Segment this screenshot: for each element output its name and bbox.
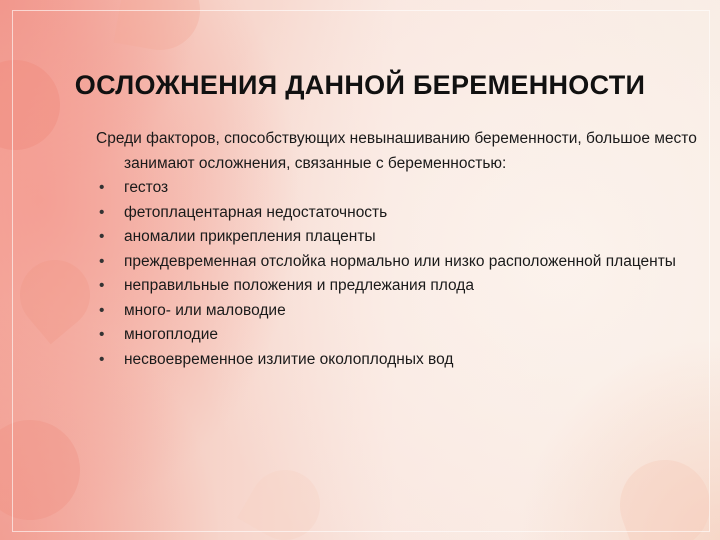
bullet-icon: • <box>99 203 105 221</box>
list-item <box>96 274 708 299</box>
bullet-icon: • <box>99 326 105 343</box>
list-item-text: преждевременная отслойка нормально или низко расположенной плаценты <box>124 252 676 270</box>
bullet-icon: • <box>99 228 105 245</box>
bullet-icon: • <box>99 277 105 294</box>
flower-decoration <box>114 0 207 56</box>
list-item <box>96 348 708 373</box>
list-item <box>96 225 708 250</box>
intro-paragraph: Среди факторов, способствующих невынашиванию беременности, большое место занимают осложнения, связанные с беременностью: <box>96 130 697 172</box>
bullet-icon: • <box>99 179 105 196</box>
list-item <box>96 201 708 226</box>
slide-title: ОСЛОЖНЕНИЯ ДАННОЙ БЕРЕМЕННОСТИ <box>74 70 646 100</box>
list-item <box>96 299 708 324</box>
list-item-text: много- или маловодие <box>124 301 286 319</box>
flower-decoration <box>0 47 73 162</box>
flower-decoration <box>6 246 105 345</box>
list-item-text: аномалии прикрепления плаценты <box>124 228 376 245</box>
list-item-text: многоплодие <box>124 326 218 343</box>
list-item-text: несвоевременное излитие околоплодных вод <box>124 350 454 368</box>
flower-decoration <box>237 457 333 540</box>
list-item <box>96 176 708 201</box>
list-item <box>96 323 708 348</box>
flower-decoration <box>607 447 720 540</box>
flower-decoration <box>0 402 98 539</box>
complications-list <box>96 176 708 372</box>
list-item-text: неправильные положения и предлежания плода <box>124 277 474 294</box>
list-item <box>96 250 708 275</box>
bullet-icon: • <box>99 350 105 368</box>
list-item-text: гестоз <box>124 179 169 196</box>
list-item-text: фетоплацентарная недостаточность <box>124 203 388 221</box>
bullet-icon: • <box>99 301 105 319</box>
bullet-icon: • <box>99 252 105 270</box>
slide-content <box>96 127 708 372</box>
